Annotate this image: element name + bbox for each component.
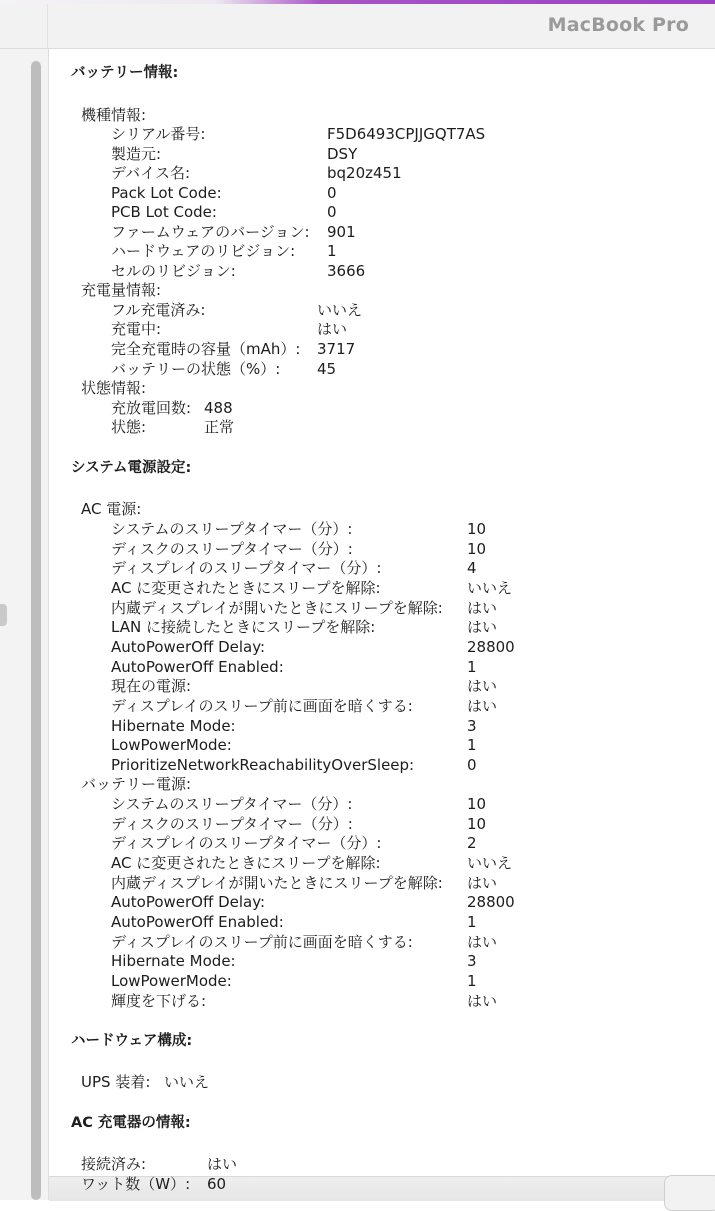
charger-heading: AC 充電器の情報: [71,1115,191,1131]
full-charge-label: フル充電済み: [111,301,206,319]
setting-value: 1 [467,971,477,990]
setting-value: 1 [467,736,477,755]
setting-value: いいえ [467,853,513,872]
setting-value: 28800 [467,893,515,912]
setting-value: 1 [467,657,477,676]
state-pct-value: 45 [317,360,337,378]
setting-label: LowPowerMode: [111,736,232,755]
serial-label: シリアル番号: [111,125,206,143]
firmware-label: ファームウェアのバージョン: [111,223,310,241]
setting-value: 1 [467,912,477,931]
setting-label: AC に変更されたときにスリープを解除: [111,853,381,872]
setting-value: はい [467,873,498,892]
connected-label: 接続済み: [81,1155,147,1173]
ac-power-label: AC 電源: [81,500,142,518]
setting-value: 10 [467,814,487,833]
condition-value: 正常 [204,418,235,436]
setting-label: ディスプレイのスリープタイマー（分）: [111,834,382,853]
setting-value: はい [467,618,498,637]
condition-label: 状態: [111,418,147,436]
setting-value: 28800 [467,637,515,656]
setting-value: 3 [467,716,477,735]
setting-label: PrioritizeNetworkReachabilityOverSleep: [111,755,415,774]
battery-power-label: バッテリー電源: [81,775,192,793]
hardware-rev-value: 1 [327,242,337,260]
setting-label: AutoPowerOff Enabled: [111,912,284,931]
sidebar-scrollbar[interactable] [31,61,41,1200]
state-pct-label: バッテリーの状態（%）: [111,360,281,378]
setting-label: LowPowerMode: [111,971,232,990]
setting-label: AutoPowerOff Delay: [111,637,266,656]
charge-info-label: 充電量情報: [81,281,162,299]
setting-label: 現在の電源: [111,677,192,696]
charging-label: 充電中: [111,320,162,338]
title-bar [0,4,715,49]
sidebar [0,49,49,1200]
ups-label: UPS 装着: [81,1073,151,1091]
setting-value: いいえ [467,578,513,597]
setting-value: はい [467,932,498,951]
setting-label: 内蔵ディスプレイが開いたときにスリープを解除: [111,873,443,892]
setting-label: LAN に接続したときにスリープを解除: [111,618,376,637]
setting-value: 10 [467,795,487,813]
setting-label: Hibernate Mode: [111,952,236,971]
setting-label: AutoPowerOff Enabled: [111,657,284,676]
pcb-lot-label: PCB Lot Code: [111,203,217,221]
report-content [49,49,715,1200]
setting-label: AutoPowerOff Delay: [111,893,266,912]
title-bar-divider [47,4,48,48]
hardware-heading: ハードウェア構成: [71,1033,193,1049]
cell-rev-value: 3666 [327,262,366,280]
pack-lot-value: 0 [327,184,337,202]
setting-label: ディスプレイのスリープ前に画面を暗くする: [111,696,413,715]
setting-value: はい [467,991,498,1010]
capacity-value: 3717 [317,340,356,358]
setting-label: ディスクのスリープタイマー（分）: [111,539,353,558]
sidebar-resize-handle[interactable] [0,604,7,626]
pcb-lot-value: 0 [327,203,337,221]
setting-label: 輝度を下げる: [111,991,207,1010]
capacity-label: 完全充電時の容量（mAh）: [111,340,301,358]
setting-label: Hibernate Mode: [111,716,236,735]
hardware-rev-label: ハードウェアのリビジョン: [111,242,296,260]
watts-value: 60 [207,1175,227,1193]
setting-value: 0 [467,755,477,774]
setting-value: 3 [467,952,477,971]
setting-label: システムのスリープタイマー（分）: [111,520,353,538]
setting-value: はい [467,696,498,715]
setting-label: ディスプレイのスリープ前に画面を暗くする: [111,932,413,951]
connected-value: はい [207,1155,238,1173]
setting-label: システムのスリープタイマー（分）: [111,795,353,813]
setting-value: はい [467,677,498,696]
pack-lot-label: Pack Lot Code: [111,184,222,202]
device-name-label: デバイス名: [111,164,191,182]
manufacturer-label: 製造元: [111,145,162,163]
cycle-label: 充放電回数: [111,399,192,417]
watts-label: ワット数（W）: [81,1175,191,1193]
window-title: MacBook Pro [547,14,689,36]
setting-value: 10 [467,520,487,538]
setting-label: 内蔵ディスプレイが開いたときにスリープを解除: [111,598,443,617]
corner-button[interactable] [664,1175,715,1211]
setting-value: はい [467,598,498,617]
setting-value: 4 [467,559,477,578]
setting-label: ディスプレイのスリープタイマー（分）: [111,559,382,578]
firmware-value: 901 [327,223,356,241]
cell-rev-label: セルのリビジョン: [111,262,236,280]
setting-label: AC に変更されたときにスリープを解除: [111,578,381,597]
setting-value: 2 [467,834,477,853]
ups-value: いいえ [164,1073,210,1091]
cycle-value: 488 [204,399,233,417]
setting-label: ディスクのスリープタイマー（分）: [111,814,353,833]
manufacturer-value: DSY [327,145,358,163]
model-info-label: 機種情報: [81,106,147,124]
full-charge-value: いいえ [317,301,363,319]
health-info-label: 状態情報: [81,379,147,397]
charging-value: はい [317,320,348,338]
device-name-value: bq20z451 [327,164,402,182]
power-heading: システム電源設定: [71,460,192,476]
battery-heading: バッテリー情報: [71,65,179,81]
serial-value: F5D6493CPJJGQT7AS [327,125,486,143]
setting-value: 10 [467,539,487,558]
